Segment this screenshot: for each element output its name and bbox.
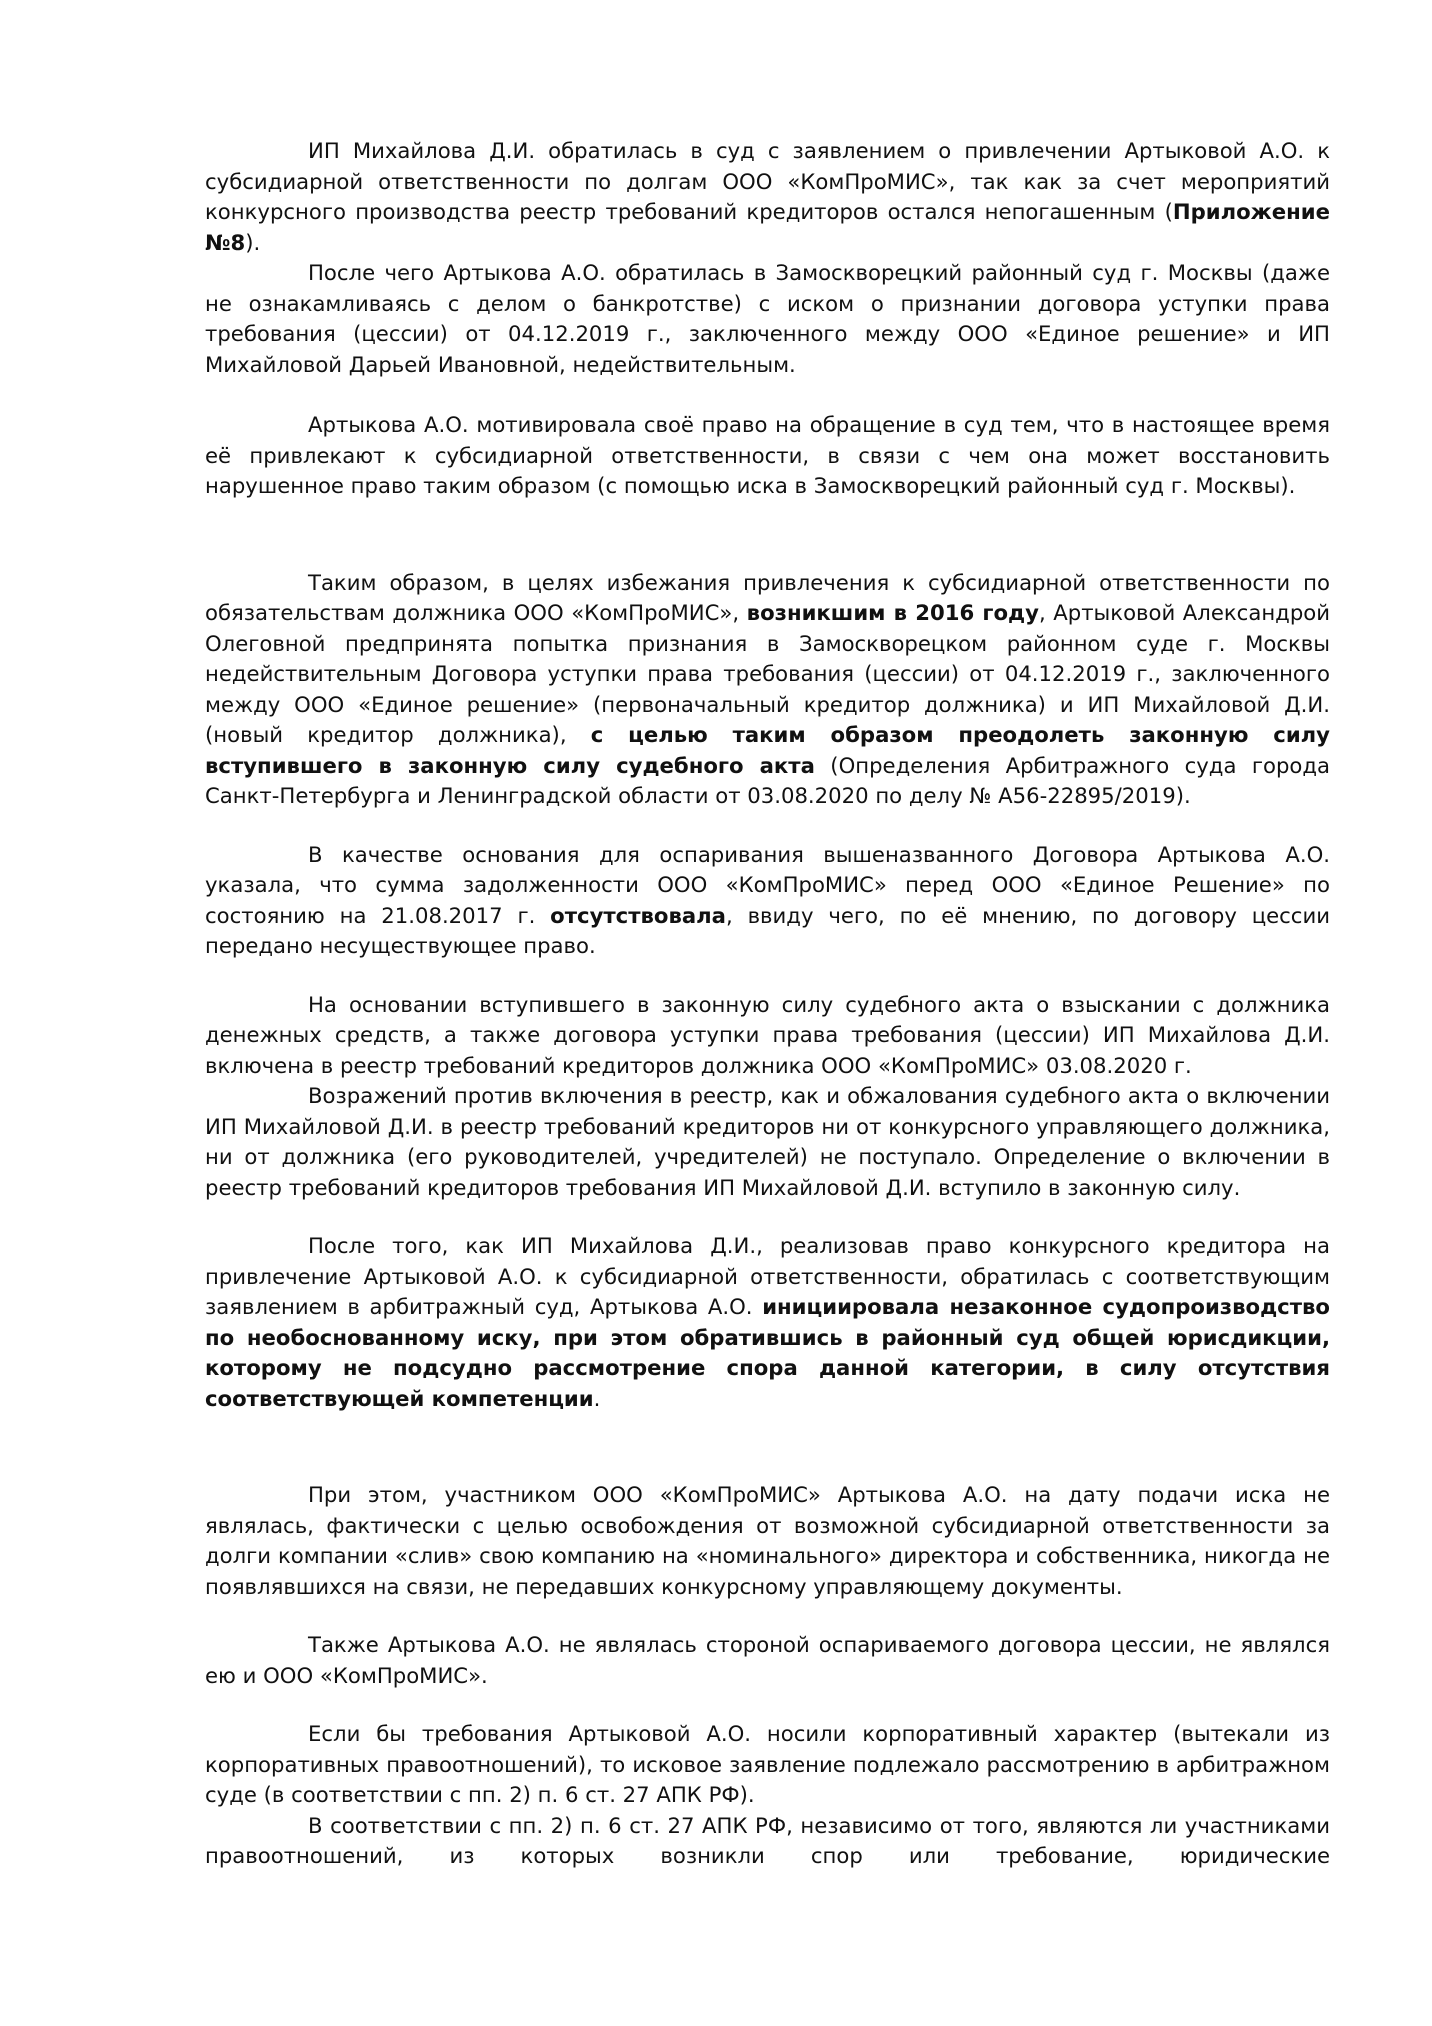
paragraph-5 [205,840,1330,962]
paragraph-12 [205,1811,1330,1872]
text-run: После того, как ИП Михайлова Д.И., реализовав право конкурсного кредитора на привлечение Артыковой А.О. к субсидиарной ответственности, обратилась с соответствующим заявлением в арбитражный суд, Артыкова А.О. [205,1233,1330,1319]
paragraph-spacer [205,502,1330,568]
paragraph-3 [205,410,1330,502]
paragraph-spacer [205,812,1330,840]
text-run: Артыкова А.О. мотивировала своё право на обращение в суд тем, что в настоящее время её привлекают к субсидиарной ответственности, в связи с чем она может восстановить нарушенное право таким образом (с помощью иска в Замоскворецкий районный суд г. Москвы). [205,412,1330,498]
paragraph-1 [205,136,1330,258]
text-run: После чего Артыкова А.О. обратилась в Замоскворецкий районный суд г. Москвы (даже не ознакамливаясь с делом о банкротстве) с иском о признании договора уступки права требования (цессии) от 04.12.2019 г., заключенного между ООО «Единое решение» и ИП Михайловой Дарьей Ивановной, недействительным. [205,260,1330,377]
paragraph-spacer [205,380,1330,410]
text-run: На основании вступившего в законную силу судебного акта о взыскании с должника денежных средств, а также договора уступки права требования (цессии) ИП Михайлова Д.И. включена в реестр требований кредиторов должника ООО «КомПроМИС» 03.08.2020 г. [205,991,1330,1078]
paragraph-2 [205,258,1330,380]
paragraph-spacer [205,1203,1330,1231]
text-run: В качестве основания для оспаривания вышеназванного Договора Артыкова А.О. указала, что сумма задолженности ООО «КомПроМИС» перед ООО «Единое Решение» по состоянию на 21.08.2017 г. [205,841,1330,928]
paragraph-spacer [205,962,1330,990]
text-run: Таким образом, в целях избежания привлечения к субсидиарной ответственности по обязательствам должника ООО «КомПроМИС», [205,569,1330,625]
text-run: ИП Михайлова Д.И. обратилась в суд с заявлением о привлечении Артыковой А.О. к субсидиарной ответственности по долгам ООО «КомПроМИС», так как за счет мероприятий конкурсного производства реестр требований кредиторов остался непогашенным ( [205,138,1330,224]
document-body [205,136,1330,1872]
paragraph-6 [205,990,1330,1082]
text-run: . [593,1385,601,1411]
paragraph-7 [205,1081,1330,1203]
text-run-bold: возникшим в 2016 году [746,600,1039,625]
text-run: (Определения Арбитражного суда города Санкт-Петербурга и Ленинградской области от 03.08.2020 по делу № А56-22895/2019). [205,752,1330,808]
text-run: При этом, участником ООО «КомПроМИС» Артыкова А.О. на дату подачи иска не являлась, фактически с целью освобождения от возможной субсидиарной ответственности за долги компании «слив» свою компанию на «номинального» директора и собственника, никогда не появлявшихся на связи, не передавших конкурсному управляющему документы. [205,1482,1330,1599]
text-run-bold: инициировала незаконное судопроизводство по необоснованному иску, при этом обратившись в районный суд общей юрисдикции, которому не подсудно рассмотрение спора данной категории, в силу отсутствия соответствующей компетенции [205,1294,1330,1411]
text-run: ). [245,229,261,255]
paragraph-10 [205,1630,1330,1691]
paragraph-spacer [205,1414,1330,1480]
text-run: В соответствии с пп. 2) п. 6 ст. 27 АПК РФ, независимо от того, являются ли участниками правоотношений, из которых возникли спор или требование, юридические [205,1812,1330,1868]
text-run: Возражений против включения в реестр, как и обжалования судебного акта о включении ИП Михайловой Д.И. в реестр требований кредиторов ни от конкурсного управляющего должника, ни от должника (его руководителей, учредителей) не поступало. Определение о включении в реестр требований кредиторов требования ИП Михайловой Д.И. вступило в законную силу. [205,1083,1330,1200]
paragraph-8 [205,1231,1330,1414]
text-run: , Артыковой Александрой Олеговной предпринята попытка признания в Замоскворецком районном суде г. Москвы недействительным Договора уступки права требования (цессии) от 04.12.2019 г., заключенного между ООО «Единое решение» (первоначальный кредитор должника) и ИП Михайловой Д.И. (новый кредитор должника), [205,600,1330,747]
text-run-bold: отсутствовала [550,902,726,928]
paragraph-spacer [205,1691,1330,1719]
text-run-bold: с целью таким образом преодолеть законную силу вступившего в законную силу судебного акта [205,722,1330,778]
paragraph-spacer [205,1602,1330,1630]
paragraph-4 [205,568,1330,812]
paragraph-9 [205,1480,1330,1602]
text-run: Если бы требования Артыковой А.О. носили корпоративный характер (вытекали из корпоративных правоотношений), то исковое заявление подлежало рассмотрению в арбитражном суде (в соответствии с пп. 2) п. 6 ст. 27 АПК РФ). [205,1721,1330,1807]
paragraph-11 [205,1719,1330,1811]
text-run-bold: Приложение №8 [205,199,1330,255]
text-run: , ввиду чего, по её мнению, по договору цессии передано несуществующее право. [205,902,1330,958]
text-run: Также Артыкова А.О. не являлась стороной оспариваемого договора цессии, не являлся ею и ООО «КомПроМИС». [205,1632,1330,1688]
